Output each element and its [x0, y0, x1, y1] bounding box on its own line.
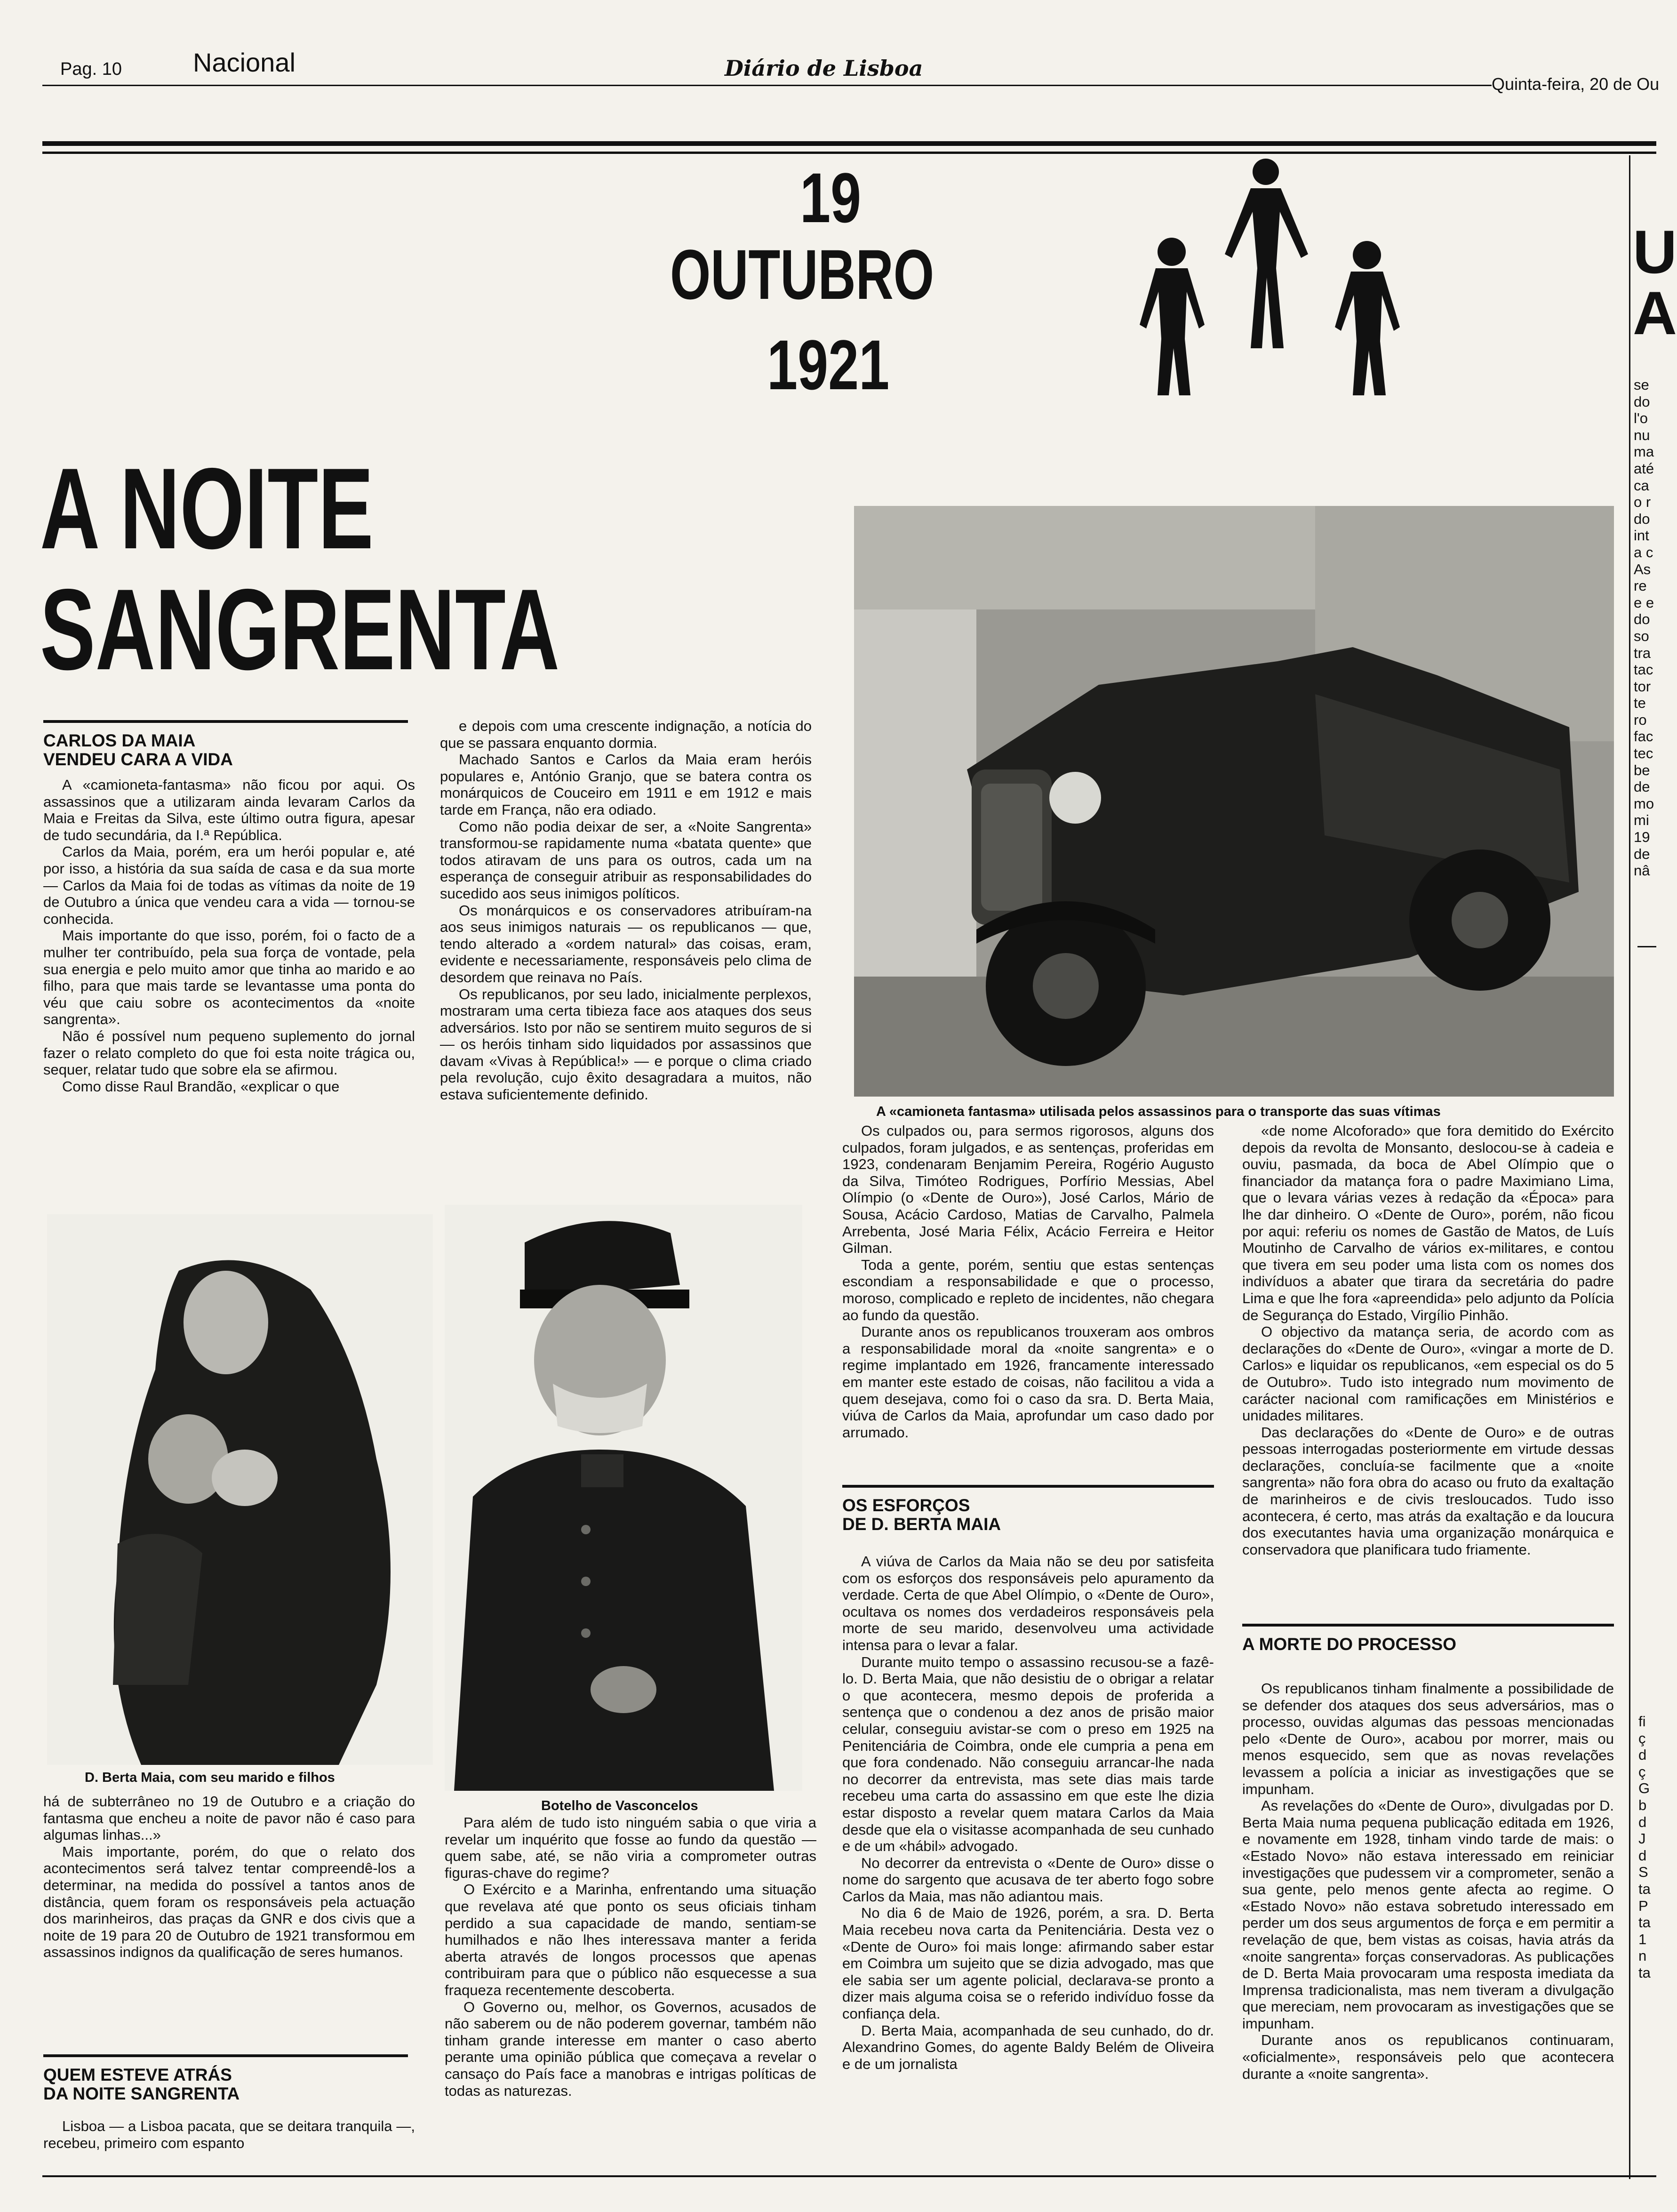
- fragment-line: l'o: [1634, 410, 1648, 427]
- paragraph: Lisboa — a Lisboa pacata, que se deitara tranquila —, recebeu, primeiro com espanto: [43, 2118, 415, 2151]
- masthead: Diário de Lisboa: [725, 56, 923, 81]
- paragraph: Os culpados ou, para sermos rigorosos, alguns dos culpados, foram julgados, e as sentenças, proferidas em 1923, condenaram Benjamim Pereira, Rogério Augusto da Silva, Timóteo Rodrigues, Porfírio Messias, Abel Olímpio (o «Dente de Ouro»), José Carlos, Mário de Sousa, Acácio Cardoso, Matias de Carvalho, Palmela Arrebenta, José Maria Félix, Acácio Ferreira e Heitor Gilman.: [842, 1122, 1214, 1257]
- bottom-rule: [42, 2175, 1656, 2177]
- article-column-4-top: [1242, 1122, 1614, 1558]
- paragraph: há de subterrâneo no 19 de Outubro e a criação do fantasma que encheu a noite de pavor não é caso para algumas linhas...»: [43, 1793, 415, 1843]
- paragraph: O Exército e a Marinha, enfrentando uma situação que revelava até que ponto os seus oficiais tinham perdido a sua capacidade de mando, sentiam-se humilhados e não lhes interessava manter a ferida aberta através de longos processos que apenas contribuiram para que o público não esquecesse a sua fraqueza recentemente descoberta.: [445, 1881, 816, 1998]
- section-heading-line: QUEM ESTEVE ATRÁS: [43, 2065, 232, 2084]
- paragraph: O objectivo da matança seria, de acordo com as declarações do «Dente de Ouro», «vingar a morte de D. Carlos» e liquidar os republicanos, «em especial os do 5 de Outubro». Tudo isto integrado num movimento de carácter nacional com ramificações em Ministérios e unidades militares.: [1242, 1323, 1614, 1424]
- top-double-rule-1: [42, 141, 1656, 146]
- section-heading-line: DA NOITE SANGRENTA: [43, 2084, 240, 2103]
- article-column-4-bottom: [1242, 1680, 1614, 2082]
- botelho-photo-image: [445, 1205, 802, 1791]
- fragment-line: do: [1634, 393, 1650, 410]
- paragraph: Machado Santos e Carlos da Maia eram heróis populares e, António Granjo, que se batera contra os monárquicos de Couceiro em 1911 e em 1912 e mais tarde em França, não era odiado.: [440, 751, 812, 818]
- fragment-line: e e: [1634, 594, 1654, 611]
- fragment-line: nu: [1634, 426, 1650, 443]
- truck-caption: A «camioneta fantasma» utilisada pelos assassinos para o transporte das suas vítimas: [876, 1104, 1441, 1119]
- fragment-line: mi: [1634, 812, 1649, 829]
- fragment-line: so: [1634, 627, 1649, 644]
- fragment-line: tor: [1634, 678, 1651, 695]
- paragraph: e depois com uma crescente indignação, a notícia do que se passara enquanto dormia.: [440, 718, 812, 751]
- article-column-2-bottom: [445, 1814, 816, 2099]
- fragment-line: ca: [1634, 477, 1649, 494]
- fragment-line: fac: [1634, 728, 1653, 745]
- section-heading-line: A MORTE DO PROCESSO: [1242, 1635, 1457, 1654]
- section-heading-esforcos: [842, 1485, 1214, 1534]
- fragment-line: fi: [1638, 1713, 1646, 1730]
- fragment-line: tec: [1634, 745, 1653, 762]
- berta-maia-family-photo: [47, 1214, 433, 1765]
- fragment-line: d: [1638, 1813, 1647, 1830]
- fragment-line: d: [1638, 1847, 1647, 1864]
- paragraph: Durante muito tempo o assassino recusou-se a fazê-lo. D. Berta Maia, que não desistiu de o obrigar a relatar o que acontecera, mesmo depois de proferida a sentença que o condenou a dez anos de prisão maior celular, conseguiu avistar-se com o preso em 1925 na Penitenciária de Coimbra, onde ele cumpria a pena em que fora condenado. Não conseguiu arrancar-lhe nada no decorrer da entrevista, mas sete dias mais tarde recebeu uma carta do assassino em que este lhe dizia estar disposto a revelar quem matara Carlos da Maia desde que ela o visitasse acompanhada de seu cunhado e de um «hábil» advogado.: [842, 1653, 1214, 1855]
- fragment-line: ro: [1634, 711, 1647, 728]
- paragraph: Durante anos os republicanos continuaram, «oficialmente», responsáveis pelo que acontecera durante a «noite sangrenta».: [1242, 2032, 1614, 2082]
- fragment-line: de: [1634, 778, 1650, 795]
- fragment-line: ta: [1638, 1964, 1651, 1981]
- fragment-line: ta: [1638, 1914, 1651, 1931]
- fragment-line: be: [1634, 761, 1650, 778]
- fragment-line: P: [1638, 1897, 1648, 1914]
- section-heading-carlos: [43, 720, 408, 769]
- fragment-line: se: [1634, 377, 1649, 393]
- paragraph: Os republicanos, por seu lado, inicialmente perplexos, mostraram uma certa tibieza face aos ataques dos seus adversários. Isto por não se sentirem muito seguros de si — os heróis tinham sido liquidados por assassinos que davam «Vivas à República!» — e porque o clima criado pela revolução, cujo êxito desagradara a muitos, não estava suficientemente definido.: [440, 986, 812, 1103]
- fragment-line: mo: [1634, 795, 1654, 812]
- fragment-line: n: [1638, 1948, 1647, 1964]
- paragraph: Toda a gente, porém, sentiu que estas sentenças escondiam a responsabilidade e que o processo, moroso, complicado e repleto de incidentes, não chegara ao fundo da questão.: [842, 1256, 1214, 1323]
- article-column-2-top: [440, 718, 812, 1103]
- paragraph: As revelações do «Dente de Ouro», divulgadas por D. Berta Maia numa pequena publicação editada em 1926, e novamente em 1928, tinham vindo tarde de mais: o «Estado Novo» não estava interessado em reiniciar investigações que pudessem vir a comprometer, senão a sua gente, pelo menos gente afecta ao regime. O «Estado Novo» não estava sobretudo interessado em perder um dos seus argumentos de força e em permitir a revelação de que, bem vistas as coisas, havia atrás da «noite sangrenta» forças conservadoras. As publicações de D. Berta Maia provocaram uma resposta imediata da Imprensa tradicionalista, mas nem tiveram a divulgação que mereciam, nem provocaram as investigações que se impunham.: [1242, 1797, 1614, 2032]
- fragment-line: o r: [1634, 494, 1651, 511]
- fragment-line: a c: [1634, 544, 1653, 561]
- fragment-line: ma: [1634, 443, 1654, 460]
- fragment-line: As: [1634, 561, 1651, 577]
- header-rule: [42, 85, 1492, 86]
- article-column-3-top: [842, 1122, 1214, 1441]
- section-name: Nacional: [193, 48, 295, 77]
- botelho-photo: [445, 1205, 802, 1791]
- fragment-line: do: [1634, 611, 1650, 628]
- paragraph: Carlos da Maia, porém, era um herói popular e, até por isso, a história da sua saída de casa e da sua morte — Carlos da Maia foi de todas as vítimas da noite de 19 de Outubro a única que vendeu cara a vida — tornou-se conhecida.: [43, 843, 415, 927]
- headline-line-1: A NOITE: [40, 444, 374, 573]
- right-edge-headline-2: A: [1633, 279, 1677, 347]
- fragment-line: J: [1638, 1830, 1646, 1847]
- article-column-3-bottom: [842, 1553, 1214, 2072]
- right-edge-box-line: [1637, 946, 1656, 947]
- right-edge-text-top: [1634, 377, 1656, 941]
- paragraph: Não é possível num pequeno suplemento do jornal fazer o relato completo do que foi esta noite trágica ou, sequer, relatar tudo que sobre ela se afirmou.: [43, 1027, 415, 1078]
- fragment-line: ç: [1638, 1730, 1646, 1747]
- right-edge-text-bottom: [1638, 1713, 1656, 2137]
- paragraph: A viúva de Carlos da Maia não se deu por satisfeita com os esforços dos responsáveis pelo apuramento da verdade. Certa de que Abel Olímpio, o «Dente de Ouro», ocultava os nomes dos verdadeiros responsáveis pela morte de seu marido, desenvolveu uma actividade intensa para o levar a falar.: [842, 1553, 1214, 1653]
- section-heading-morte: [1242, 1624, 1614, 1654]
- fragment-line: S: [1638, 1864, 1648, 1881]
- paragraph: Como não podia deixar de ser, a «Noite Sangrenta» transformou-se rapidamente numa «batata quente» que todos atiravam de uns para os outros, cada um na esperança de conseguir atribuir as responsabilidades do sucedido aos seus inimigos políticos.: [440, 818, 812, 902]
- fragment-line: tac: [1634, 661, 1653, 678]
- paragraph: Mais importante, porém, do que o relato dos acontecimentos será talvez tentar compreendê-los a determinar, na medida do possível a tantos anos de distância, quem foram os responsáveis pela actuação dos marinheiros, das praças da GNR e dos civis que a noite de 19 para 20 de Outubro de 1921 transformou em assassinos indignos da qualificação de seres humanos.: [43, 1843, 415, 1961]
- paragraph: Os monárquicos e os conservadores atribuíram-na aos seus inimigos naturais — os republicanos — que, tendo alterado a «ordem natural» das coisas, eram, evidente e necessariamente, responsáveis pelo clima de desordem que reinava no País.: [440, 902, 812, 986]
- paragraph: Durante anos os republicanos trouxeram aos ombros a responsabilidade moral da «noite sangrenta» e o regime implantado em 1926, francamente interessado em manter este estado de coisas, não facilitou a vida a quem desejava, como foi o caso da sra. D. Berta Maia, viúva de Carlos da Maia, aprofundar um caso dado por arrumado.: [842, 1323, 1214, 1441]
- paragraph: Como disse Raul Brandão, «explicar o que: [62, 1078, 340, 1095]
- fragment-line: 19: [1634, 829, 1650, 846]
- berta-maia-photo-image: [47, 1214, 433, 1765]
- paragraph: Mais importante do que isso, porém, foi o facto de a mulher ter contribuído, pela sua força de vontade, pela sua energia e pelo muito amor que tinha ao marido e ao filho, para que mais tarde se levantasse uma ponta do véu que caiu sobre os acontecimentos da «noite sangrenta».: [43, 927, 415, 1028]
- paragraph: «de nome Alcoforado» que fora demitido do Exército depois da revolta de Monsanto, deslocou-se à cadeia e ouviu, pasmada, da boca de Abel Olímpio que o financiador da matança fora o padre Maximiano Lima, que o levara várias vezes à redação da «Época» para lhe dar dinheiro. O «Dente de Ouro», porém, não ficou por aqui: referiu os nomes de Gastão de Matos, de Luís Moutinho de Carvalho de vários ex-militares, e contou que tivera em seu poder uma lista com os nomes dos indivíduos a abater que tirara da secretária do padre Lima e que lhe fora «apreendida» pelo adjunto da Polícia de Segurança do Estado, Virgílio Pinhão.: [1242, 1122, 1614, 1323]
- fragment-line: do: [1634, 510, 1650, 527]
- botelho-caption: Botelho de Vasconcelos: [541, 1798, 698, 1813]
- top-double-rule-2: [42, 152, 1656, 154]
- section-heading-line: CARLOS DA MAIA: [43, 731, 196, 750]
- berta-maia-caption: D. Berta Maia, com seu marido e filhos: [85, 1770, 335, 1785]
- fragment-line: nâ: [1634, 862, 1650, 879]
- paragraph: No dia 6 de Maio de 1926, porém, a sra. D. Berta Maia recebeu nova carta da Penitenciária. Desta vez o «Dente de Ouro» foi mais longe: afirmando saber estar em Coimbra um sujeito que se dizia advogado, mas que ele sabia ser um agente policial, declarava-se pronto a dizer mais alguma coisa se o referido indivíduo fosse da confiança dela.: [842, 1905, 1214, 2022]
- fragment-line: até: [1634, 460, 1654, 477]
- date-day: 19: [800, 158, 862, 237]
- truck-photo-image: [854, 506, 1614, 1097]
- section-heading-line: DE D. BERTA MAIA: [842, 1515, 1001, 1534]
- fragment-line: tra: [1634, 644, 1651, 661]
- fragment-line: de: [1634, 845, 1650, 862]
- fragment-line: ta: [1638, 1880, 1651, 1897]
- article-column-1-top: [43, 777, 415, 1095]
- date-month: OUTUBRO: [670, 235, 934, 314]
- page-number: Pag. 10: [60, 59, 122, 79]
- paragraph: Os republicanos tinham finalmente a possibilidade de se defender dos ataques dos seus adversários, mas o processo, ouvidas algumas das pessoas mencionadas pelo «Dente de Ouro», acabou por morrer, mais ou menos esquecido, sem que as novas revelações levassem a polícia a iniciar as investigações que se impunham.: [1242, 1680, 1614, 1797]
- paragraph: Para além de tudo isto ninguém sabia o que viria a revelar um inquérito que fosse ao fundo da questão — quem sabe, até, se não viria a comprometer outras figuras-chave do regime?: [445, 1814, 816, 1881]
- fragment-line: b: [1638, 1796, 1647, 1813]
- fragment-line: G: [1638, 1780, 1650, 1797]
- paragraph: D. Berta Maia, acompanhada de seu cunhado, do dr. Alexandrino Gomes, do agente Baldy Belém de Oliveira e de um jornalista: [842, 2022, 1214, 2072]
- section-heading-quem: [43, 2054, 408, 2103]
- truck-photo: [854, 506, 1614, 1097]
- human-figures-illustration: [1110, 151, 1412, 395]
- article-column-1-bottom: [43, 1793, 415, 1961]
- right-edge-headline-1: U: [1633, 217, 1677, 286]
- section-heading-line: VENDEU CARA A VIDA: [43, 750, 233, 769]
- paragraph: No decorrer da entrevista o «Dente de Ouro» disse o nome do sargento que acusava de ter aberto fogo sobre Carlos da Maia, mas não adiantou mais.: [842, 1854, 1214, 1905]
- right-column-divider: [1629, 155, 1630, 2179]
- paragraph: O Governo ou, melhor, os Governos, acusados de não saberem ou de não poderem governar, também não tinham grande interesse em manter o caso aberto perante uma opinião pública que começava a revelar o cansaço do País face a manobras e intrigas políticas de todas as naturezas.: [445, 1998, 816, 2099]
- section-heading-line: OS ESFORÇOS: [842, 1496, 970, 1515]
- paragraph: Das declarações do «Dente de Ouro» e de outras pessoas interrogadas posteriormente em virtude dessas declarações, concluía-se facilmente que a «noite sangrenta» não fora obra do acaso ou fruto da exaltação de marinheiros e de civis tresloucados. Tudo isso acontecera, é certo, mas atrás da exaltação e da loucura dos executantes havia uma organização monárquica e conservadora que planificara tudo friamente.: [1242, 1424, 1614, 1558]
- fragment-line: d: [1638, 1747, 1647, 1763]
- article-column-1-end: [43, 2118, 415, 2151]
- fragment-line: 1: [1638, 1931, 1647, 1948]
- fragment-line: re: [1634, 577, 1647, 594]
- paragraph: A «camioneta-fantasma» não ficou por aqui. Os assassinos que a utilizaram ainda levaram Carlos da Maia e Freitas da Silva, este último outra figura, apesar de tudo secundária, da I.ª República.: [43, 777, 415, 843]
- date-year: 1921: [767, 325, 890, 404]
- headline-line-2: SANGRENTA: [40, 565, 560, 694]
- fragment-line: ç: [1638, 1763, 1646, 1780]
- fragment-line: te: [1634, 695, 1646, 712]
- issue-date: Quinta-feira, 20 de Ou: [1492, 74, 1660, 94]
- fragment-line: int: [1634, 527, 1649, 544]
